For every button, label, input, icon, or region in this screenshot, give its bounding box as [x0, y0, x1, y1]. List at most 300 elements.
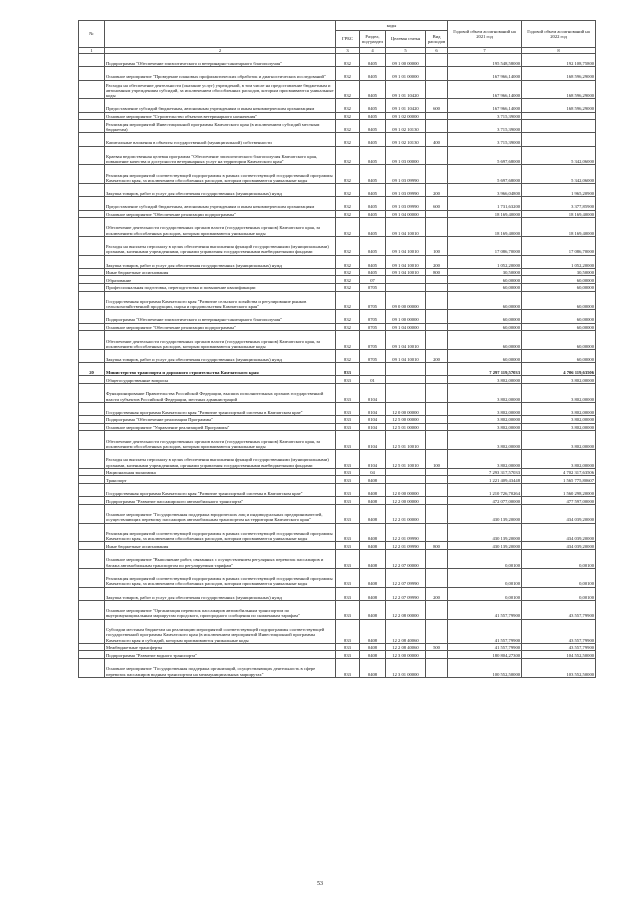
row-year2-amount: 60,00000 [522, 291, 596, 310]
col-vr: Вид расходов [426, 31, 448, 48]
row-number [79, 483, 105, 496]
row-grbs: 832 [336, 133, 360, 146]
row-vr [426, 218, 448, 237]
row-razdel: 0408 [360, 643, 386, 651]
row-grbs: 833 [336, 415, 360, 423]
row-grbs: 832 [336, 323, 360, 331]
row-csr [386, 468, 426, 476]
row-name: Межбюджетные трансферты [105, 643, 336, 651]
row-csr: 09 1 02 10130 [386, 133, 426, 146]
row-razdel: 0104 [360, 423, 386, 431]
table-row [79, 165, 596, 184]
row-grbs: 833 [336, 423, 360, 431]
row-grbs: 833 [336, 542, 360, 550]
row-vr: 200 [426, 184, 448, 197]
row-number [79, 449, 105, 468]
row-razdel: 0405 [360, 133, 386, 146]
row-name: Подпрограмма "Обеспечение эпизоотического и ветеринарно-санитарного благополучия" [105, 310, 336, 323]
row-csr: 09 1 01 10420 [386, 80, 426, 99]
row-csr: 12 2 01 09990 [386, 542, 426, 550]
row-name: Образование [105, 276, 336, 284]
row-name: Государственная программа Камчатского края "Развитие транспортной системы в Камчатском крае" [105, 483, 336, 496]
row-number [79, 310, 105, 323]
table-row [79, 415, 596, 423]
row-grbs: 833 [336, 643, 360, 651]
row-name: Обеспечение деятельности государственных органов власти (государственных органов) Камчатского края, за исключением обособленных расходов, которым присваиваются уникальные коды [105, 431, 336, 450]
row-name: Расходы на выплаты персоналу в целях обеспечения выполнения функций государственными (муниципальными) органами, казенными учреждениями, органами управления государственными внебюджетными фондами [105, 449, 336, 468]
row-year1-amount: 41 557,79900 [448, 619, 522, 643]
row-name: Основное мероприятие "Государственная поддержка организаций, осуществляющих деятельность в сфере перевозок пассажиров водным транспортом на межмуниципальных маршрутах" [105, 659, 336, 678]
row-csr: 09 1 01 10420 [386, 99, 426, 112]
row-razdel: 01 [360, 376, 386, 384]
row-csr: 12 2 07 00000 [386, 549, 426, 568]
row-razdel: 0104 [360, 402, 386, 415]
row-year2-amount: 43 557,79900 [522, 600, 596, 619]
row-razdel: 0408 [360, 659, 386, 678]
row-csr [386, 276, 426, 284]
row-name: Национальная экономика [105, 468, 336, 476]
table-row [79, 384, 596, 403]
row-vr [426, 376, 448, 384]
row-year2-amount: 477 597,00000 [522, 497, 596, 505]
row-name: Основное мероприятие "Управление реализацией Программы" [105, 423, 336, 431]
row-year2-amount: 434 039,20000 [522, 504, 596, 523]
table-row [79, 310, 596, 323]
row-year2-amount: 434 039,20000 [522, 523, 596, 542]
row-razdel: 0405 [360, 165, 386, 184]
row-vr [426, 120, 448, 133]
row-grbs: 832 [336, 310, 360, 323]
col-year2: Годовой объем ассигнований на 2022 год [522, 21, 596, 48]
row-year1-amount: 195 548,58000 [448, 54, 522, 67]
row-name: Государственная программа Камчатского края "Развитие транспортной системы в Камчатском крае" [105, 402, 336, 415]
table-row [79, 236, 596, 255]
table-body [79, 54, 596, 678]
row-name: Реализация мероприятий соответствующей подпрограммы в рамках соответствующей государственной программы Камчатского края, за исключением обособленных расходов, которым присваиваются уникальные коды [105, 568, 336, 587]
row-year2-amount: 18 169,40000 [522, 218, 596, 237]
row-csr: 09 1 00 00000 [386, 310, 426, 323]
row-year1-amount: 3 802,00000 [448, 431, 522, 450]
row-csr [386, 476, 426, 484]
row-razdel: 0405 [360, 80, 386, 99]
row-number [79, 133, 105, 146]
row-number: 20 [79, 363, 105, 376]
row-number [79, 587, 105, 600]
row-year1-amount: 3 802,00000 [448, 423, 522, 431]
row-number [79, 651, 105, 659]
row-number [79, 376, 105, 384]
row-vr [426, 363, 448, 376]
table-row [79, 587, 596, 600]
row-razdel: 0405 [360, 67, 386, 80]
row-year1-amount: 41 557,79900 [448, 600, 522, 619]
row-name: Обеспечение деятельности государственных органов власти (государственных органов) Камчатского края, за исключением обособленных расходов, которым присваиваются уникальные коды [105, 331, 336, 350]
row-vr [426, 497, 448, 505]
row-name: Основное мероприятие "Обеспечение реализации подпрограммы" [105, 210, 336, 218]
row-razdel: 0408 [360, 568, 386, 587]
row-grbs: 832 [336, 284, 360, 292]
row-year2-amount: 1 565 775,80607 [522, 476, 596, 484]
row-number [79, 600, 105, 619]
table-row [79, 600, 596, 619]
row-vr [426, 476, 448, 484]
row-vr [426, 659, 448, 678]
row-razdel: 0405 [360, 120, 386, 133]
column-number: 6 [426, 48, 448, 54]
row-razdel: 0705 [360, 323, 386, 331]
row-number [79, 468, 105, 476]
row-vr [426, 291, 448, 310]
row-year1-amount: 3 715,39000 [448, 133, 522, 146]
row-vr [426, 468, 448, 476]
row-csr: 12 5 01 10010 [386, 449, 426, 468]
row-year2-amount: 60,00000 [522, 323, 596, 331]
row-name: Основное мероприятие "Государственная поддержка юридических лиц и индивидуальных предпринимателей, осуществляющих перевозку пассажиров автомобильным транспортом на территории Камчатского края" [105, 504, 336, 523]
row-year1-amount: 5 697,68000 [448, 146, 522, 165]
table-row [79, 255, 596, 268]
row-year2-amount: 30,50000 [522, 268, 596, 276]
table-row [79, 133, 596, 146]
row-year2-amount: 4 706 119,63506 [522, 363, 596, 376]
row-grbs: 832 [336, 54, 360, 67]
row-vr [426, 504, 448, 523]
row-name: Реализация мероприятий Инвестиционной программы Камчатского края (в исключением субсидий местным бюджетам) [105, 120, 336, 133]
row-vr [426, 549, 448, 568]
row-year1-amount: 3 715,39000 [448, 120, 522, 133]
row-year1-amount: 3 802,00000 [448, 449, 522, 468]
row-name: Основное мероприятие "Выполнение работ, связанных с осуществлением регулярных перевозок пассажиров и багажа автомобильным транспортом по регулируемым тарифам" [105, 549, 336, 568]
row-year1-amount: 3 715,39000 [448, 112, 522, 120]
row-number [79, 431, 105, 450]
row-grbs: 833 [336, 449, 360, 468]
row-year2-amount: 43 557,79900 [522, 619, 596, 643]
row-razdel [360, 363, 386, 376]
row-year2-amount: 1 560 298,20000 [522, 483, 596, 496]
row-grbs: 833 [336, 651, 360, 659]
row-grbs: 832 [336, 255, 360, 268]
table-row [79, 331, 596, 350]
row-year2-amount: 60,00000 [522, 331, 596, 350]
row-csr: 09 1 03 09990 [386, 197, 426, 210]
row-vr: 600 [426, 197, 448, 210]
row-number [79, 497, 105, 505]
row-number [79, 218, 105, 237]
row-year1-amount: 3 802,00000 [448, 402, 522, 415]
row-year1-amount: 5 697,68000 [448, 165, 522, 184]
row-grbs: 833 [336, 376, 360, 384]
row-vr [426, 165, 448, 184]
row-year2-amount [522, 112, 596, 120]
row-number [79, 120, 105, 133]
row-year1-amount: 1 210 726,70264 [448, 483, 522, 496]
row-number [79, 165, 105, 184]
row-razdel: 0104 [360, 384, 386, 403]
row-year1-amount: 167 966,14000 [448, 67, 522, 80]
table-row [79, 376, 596, 384]
row-razdel: 0405 [360, 112, 386, 120]
row-year2-amount: 60,00000 [522, 276, 596, 284]
row-name: Обеспечение деятельности государственных органов власти (государственных органов) Камчатского края, за исключением обособленных расходов, которым присваиваются уникальные коды [105, 218, 336, 237]
row-year1-amount: 3 802,00000 [448, 415, 522, 423]
row-vr [426, 431, 448, 450]
row-number [79, 549, 105, 568]
row-grbs: 832 [336, 112, 360, 120]
row-vr: 100 [426, 236, 448, 255]
row-razdel: 0705 [360, 331, 386, 350]
row-year2-amount: 0,00100 [522, 587, 596, 600]
row-vr [426, 276, 448, 284]
row-name: Закупка товаров, работ и услуг для обеспечения государственных (муниципальных) нужд [105, 184, 336, 197]
row-year1-amount: 60,00000 [448, 331, 522, 350]
row-name: Иные бюджетные ассигнования [105, 542, 336, 550]
row-number [79, 255, 105, 268]
row-year2-amount: 60,00000 [522, 310, 596, 323]
row-year1-amount: 3 802,00000 [448, 376, 522, 384]
row-year2-amount: 3 802,00000 [522, 415, 596, 423]
table-row [79, 423, 596, 431]
table-row [79, 431, 596, 450]
row-csr: 12 2 07 09990 [386, 587, 426, 600]
row-year2-amount [522, 120, 596, 133]
row-csr [386, 376, 426, 384]
row-vr [426, 523, 448, 542]
table-row [79, 268, 596, 276]
row-year2-amount: 4 702 317,63506 [522, 468, 596, 476]
row-vr [426, 415, 448, 423]
row-number [79, 476, 105, 484]
column-number: 3 [336, 48, 360, 54]
row-name: Транспорт [105, 476, 336, 484]
row-vr [426, 402, 448, 415]
row-csr: 12 2 00 00000 [386, 497, 426, 505]
table-row [79, 659, 596, 678]
row-razdel: 04 [360, 468, 386, 476]
row-year2-amount: 60,00000 [522, 284, 596, 292]
row-razdel: 0705 [360, 310, 386, 323]
col-codes: коды [336, 21, 448, 31]
row-name: Закупка товаров, работ и услуг для обеспечения государственных (муниципальных) нужд [105, 587, 336, 600]
col-year1: Годовой объем ассигнований на 2021 год [448, 21, 522, 48]
row-year1-amount: 60,00000 [448, 284, 522, 292]
row-year1-amount: 3 802,00000 [448, 384, 522, 403]
row-number [79, 415, 105, 423]
row-razdel: 0408 [360, 587, 386, 600]
row-year1-amount: 18 169,40000 [448, 210, 522, 218]
row-year2-amount: 3 802,00000 [522, 402, 596, 415]
row-grbs: 832 [336, 210, 360, 218]
row-grbs: 833 [336, 523, 360, 542]
row-razdel: 0405 [360, 146, 386, 165]
row-razdel: 0408 [360, 542, 386, 550]
row-year1-amount: 7 297 119,57033 [448, 363, 522, 376]
table-row [79, 284, 596, 292]
row-year2-amount: 3 802,00000 [522, 423, 596, 431]
row-number [79, 146, 105, 165]
table-row [79, 291, 596, 310]
row-number [79, 402, 105, 415]
table-row [79, 651, 596, 659]
row-grbs: 833 [336, 600, 360, 619]
row-csr: 09 1 04 10010 [386, 255, 426, 268]
row-csr: 09 1 01 00000 [386, 67, 426, 80]
row-number [79, 323, 105, 331]
row-year1-amount: 60,00000 [448, 291, 522, 310]
row-grbs: 832 [336, 165, 360, 184]
table-row [79, 542, 596, 550]
column-number: 8 [522, 48, 596, 54]
row-number [79, 112, 105, 120]
row-vr [426, 146, 448, 165]
table-row [79, 643, 596, 651]
row-vr [426, 310, 448, 323]
row-number [79, 568, 105, 587]
row-year1-amount: 167 966,14000 [448, 80, 522, 99]
row-vr [426, 67, 448, 80]
row-name: Подпрограмма "Обеспечение эпизоотического и ветеринарно-санитарного благополучия" [105, 54, 336, 67]
row-year1-amount: 180 804,27300 [448, 651, 522, 659]
row-name: Государственная программа Камчатского края "Развитие сельского хозяйства и регулирование рынков сельскохозяйственной продукции, сырья и продовольствия Камчатского края" [105, 291, 336, 310]
table-row [79, 146, 596, 165]
row-name: Расходы на выплаты персоналу в целях обеспечения выполнения функций государственными (муниципальными) органами, казенными учреждениями, органами управления государственными внебюджетными фондами [105, 236, 336, 255]
row-grbs: 833 [336, 497, 360, 505]
row-vr [426, 284, 448, 292]
row-number [79, 99, 105, 112]
row-grbs: 832 [336, 67, 360, 80]
row-razdel: 0408 [360, 476, 386, 484]
table-row [79, 402, 596, 415]
row-number [79, 423, 105, 431]
row-number [79, 523, 105, 542]
row-year2-amount: 0,00100 [522, 549, 596, 568]
col-grbs: ГРБС [336, 31, 360, 48]
row-csr: 09 1 04 10010 [386, 218, 426, 237]
row-csr: 09 1 04 10010 [386, 236, 426, 255]
row-vr: 200 [426, 587, 448, 600]
row-razdel: 0405 [360, 184, 386, 197]
table-row [79, 504, 596, 523]
table-row [79, 218, 596, 237]
col-razdel: Раздел, под-раздел [360, 31, 386, 48]
table-row [79, 619, 596, 643]
row-csr: 09 1 04 10010 [386, 331, 426, 350]
row-number [79, 276, 105, 284]
row-year1-amount: 472 077,00000 [448, 497, 522, 505]
row-year2-amount [522, 133, 596, 146]
row-csr [386, 384, 426, 403]
row-name: Основное мероприятие "Проведение плановых профилактических обработок и диагностических исследований" [105, 67, 336, 80]
row-year2-amount: 3 802,00000 [522, 431, 596, 450]
row-year1-amount: 30,50000 [448, 268, 522, 276]
row-number [79, 542, 105, 550]
row-razdel: 0408 [360, 504, 386, 523]
row-grbs: 833 [336, 431, 360, 450]
table-row [79, 197, 596, 210]
row-vr [426, 651, 448, 659]
row-csr: 09 0 00 00000 [386, 291, 426, 310]
row-grbs: 832 [336, 236, 360, 255]
table-row [79, 476, 596, 484]
row-csr: 09 1 04 00000 [386, 210, 426, 218]
table-row [79, 523, 596, 542]
row-year2-amount: 17 086,70000 [522, 236, 596, 255]
row-year2-amount: 18 169,40000 [522, 210, 596, 218]
table-row [79, 120, 596, 133]
row-csr: 12 3 01 00000 [386, 659, 426, 678]
row-name: Функционирование Правительства Российской Федерации, высших исполнительных органов государственной власти субъектов Российской Федерации, местных администраций [105, 384, 336, 403]
row-year2-amount: 434 039,20000 [522, 542, 596, 550]
row-csr: 09 1 03 09990 [386, 165, 426, 184]
row-year2-amount: 5 342,06000 [522, 165, 596, 184]
row-grbs: 832 [336, 268, 360, 276]
row-grbs: 833 [336, 384, 360, 403]
row-grbs: 832 [336, 218, 360, 237]
row-grbs: 832 [336, 80, 360, 99]
row-name: Подпрограмма "Развитие пассажирского автомобильного транспорта" [105, 497, 336, 505]
row-year1-amount: 430 139,20000 [448, 504, 522, 523]
row-csr: 12 2 08 00000 [386, 600, 426, 619]
row-year1-amount: 167 966,14000 [448, 99, 522, 112]
row-vr [426, 483, 448, 496]
col-csr: Целевая статья [386, 31, 426, 48]
row-name: Субсидии местным бюджетам на реализацию мероприятий соответствующей подпрограммы соответствующей государственной программы Камчатского края (в исключением мероприятий Инвестиционной программы Камчатского края и субсидий, которым присваиваются уникальные коды [105, 619, 336, 643]
row-year1-amount: 1 052,20000 [448, 255, 522, 268]
row-year1-amount: 7 293 317,57033 [448, 468, 522, 476]
table-row [79, 483, 596, 496]
row-year2-amount: 168 596,29000 [522, 99, 596, 112]
page-number: 53 [317, 881, 323, 887]
row-year1-amount: 60,00000 [448, 310, 522, 323]
row-year1-amount: 0,00100 [448, 549, 522, 568]
table-row [79, 497, 596, 505]
row-number [79, 54, 105, 67]
row-csr: 12 2 01 00000 [386, 504, 426, 523]
row-vr [426, 423, 448, 431]
row-number [79, 384, 105, 403]
row-grbs: 832 [336, 276, 360, 284]
row-name: Иные бюджетные ассигнования [105, 268, 336, 276]
col-num: № [79, 21, 105, 48]
table-row [79, 80, 596, 99]
row-year2-amount: 3 802,00000 [522, 376, 596, 384]
row-year1-amount: 17 086,70000 [448, 236, 522, 255]
row-number [79, 284, 105, 292]
row-vr: 800 [426, 542, 448, 550]
row-grbs: 832 [336, 331, 360, 350]
row-year1-amount: 3 966,04800 [448, 184, 522, 197]
row-name: Подпрограмма "Обеспечение реализации Программы" [105, 415, 336, 423]
row-vr: 600 [426, 99, 448, 112]
row-vr [426, 210, 448, 218]
row-csr: 09 1 04 10010 [386, 350, 426, 363]
table-row [79, 54, 596, 67]
row-name: Краевая ведомственная целевая программа "Обеспечение эпизоотического благополучия Камчатского края, повышение качества и доступности ветеринарных услуг на территории Камчатского края" [105, 146, 336, 165]
row-year2-amount: 3 802,00000 [522, 384, 596, 403]
row-year2-amount: 168 596,29000 [522, 67, 596, 80]
row-razdel: 0405 [360, 255, 386, 268]
table-row [79, 112, 596, 120]
row-razdel: 0408 [360, 549, 386, 568]
row-csr: 12 2 08 40060 [386, 643, 426, 651]
table-row [79, 323, 596, 331]
row-csr [386, 363, 426, 376]
table-row [79, 449, 596, 468]
row-year2-amount: 60,00000 [522, 350, 596, 363]
row-grbs: 832 [336, 184, 360, 197]
table-row [79, 210, 596, 218]
row-vr [426, 331, 448, 350]
row-name: Основное мероприятие "Обеспечение реализации подпрограммы" [105, 323, 336, 331]
row-grbs: 833 [336, 549, 360, 568]
